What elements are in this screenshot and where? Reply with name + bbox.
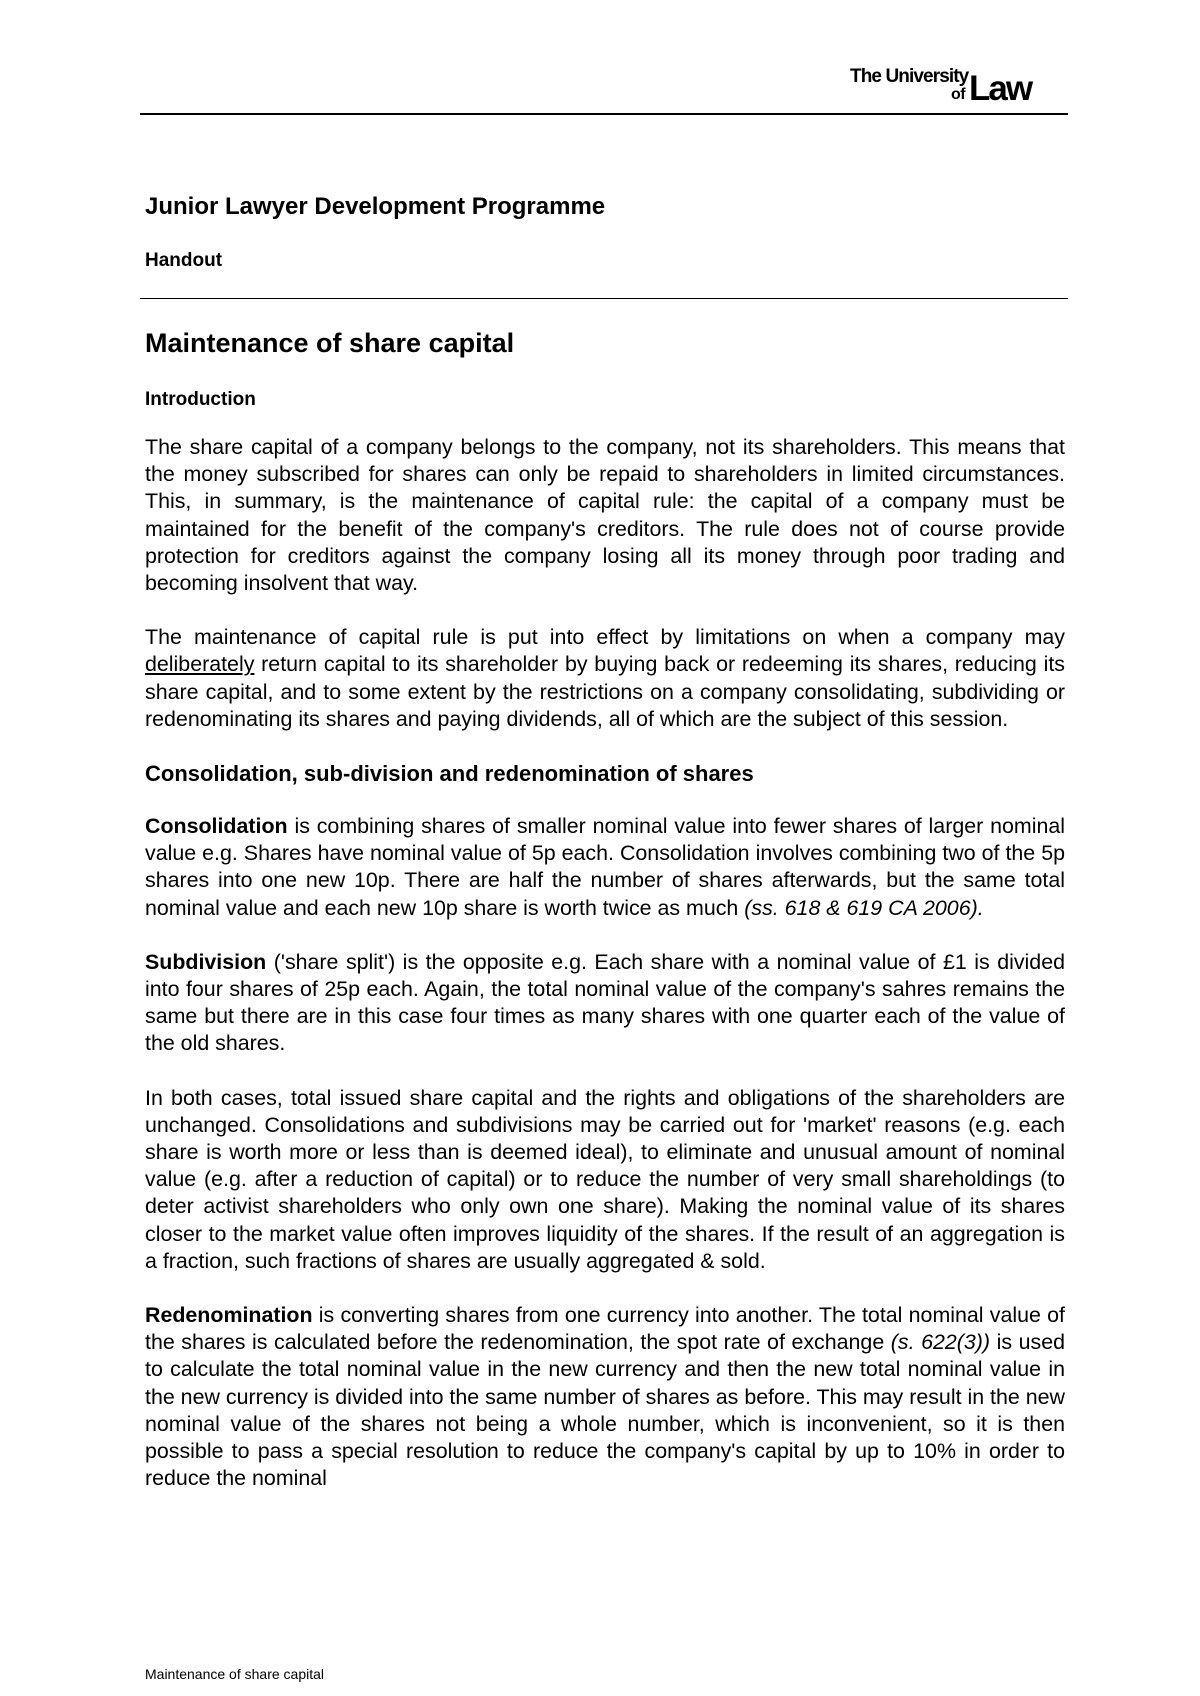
text-run: return capital to its shareholder by buying back or redeeming its shares, reducing its share capital, and to some extent by the restrictions on a company consolidating, subdividing or redenominating its shares and paying dividends, all of which are the subject of this session. bbox=[145, 652, 1065, 731]
section-heading: Consolidation, sub-division and redenomination of shares bbox=[145, 761, 754, 787]
title-divider bbox=[140, 298, 1068, 299]
text-run: is converting shares from one currency into another. The total nominal value of the shares is calculated before the redenomination, the spot rate of exchange bbox=[145, 1303, 1065, 1355]
underlined-word: deliberately bbox=[145, 652, 255, 677]
document-type-label: Handout bbox=[145, 250, 223, 271]
statute-reference: (s. 622(3)) bbox=[890, 1330, 991, 1355]
both-cases-paragraph: In both cases, total issued share capital and the rights and obligations of the shareholders are unchanged. Consolidations and subdivisions may be carried out for 'market' reasons (e.g. each share is worth more or less than is deemed ideal), to eliminate and unusual amount of nominal value (e.g. after a reduction of capital) or to reduce the number of very small shareholdings (to deter activist shareholders who only own one share). Making the nominal value of its shares closer to the market value often improves liquidity of the shares. If the result of an aggregation is a fraction, such fractions of shares are usually aggregated & sold. bbox=[145, 1085, 1065, 1273]
consolidation-term: Consolidation bbox=[145, 814, 288, 839]
text-run: The maintenance of capital rule is put into effect by limitations on when a company may bbox=[145, 625, 1065, 650]
introduction-paragraph-1: The share capital of a company belongs to the company, not its shareholders. This means that the money subscribed for shares can only be repaid to shareholders in limited circumstances. This, in summary, is the maintenance of capital rule: the capital of a company must be maintained for the benefit of the company's creditors. The rule does not of course provide protection for creditors against the company losing all its money through poor trading and becoming insolvent that way. bbox=[145, 435, 1065, 596]
redenomination-term: Redenomination bbox=[145, 1303, 313, 1328]
introduction-paragraph-2 bbox=[145, 624, 1065, 733]
logo-the-university-text: The University bbox=[850, 66, 969, 87]
text-run: is used to calculate the total nominal value in the new currency and then the new total nominal value in the new currency is divided into the same number of shares as before. This may result in the new nominal value of the shares not being a whole number, which is inconvenient, so it is then possible to pass a special resolution to reduce the company's capital by up to 10% in order to reduce the nominal bbox=[145, 1330, 1066, 1491]
introduction-heading: Introduction bbox=[145, 389, 256, 410]
subdivision-paragraph bbox=[145, 949, 1065, 1058]
statute-reference: (ss. 618 & 619 CA 2006). bbox=[744, 895, 984, 920]
header-divider bbox=[140, 113, 1068, 115]
redenomination-paragraph bbox=[145, 1302, 1065, 1492]
university-of-law-logo bbox=[850, 66, 1055, 106]
text-run: is combining shares of smaller nominal value into fewer shares of larger nominal value e.g. Shares have nominal value of 5p each. Consolidation involves combining two of the 5p shares into one new 10p. There are half the number of shares afterwards, but the same total nominal value and each new 10p share is worth twice as much bbox=[145, 814, 1065, 920]
text-run: ('share split') is the opposite e.g. Each share with a nominal value of £1 is divided into four shares of 25p each. Again, the total nominal value of the company's sahres remains the same but there are in this case four times as many shares with one quarter each of the value of the old shares. bbox=[145, 949, 1065, 1056]
document-body bbox=[145, 386, 1065, 1520]
subdivision-term: Subdivision bbox=[145, 949, 267, 974]
programme-title: Junior Lawyer Development Programme bbox=[145, 193, 606, 220]
logo-of-text: of bbox=[951, 86, 966, 103]
consolidation-paragraph bbox=[145, 813, 1065, 922]
logo-law-text: Law bbox=[969, 69, 1032, 108]
page-title: Maintenance of share capital bbox=[145, 328, 515, 358]
page-footer: Maintenance of share capital bbox=[145, 1666, 324, 1682]
